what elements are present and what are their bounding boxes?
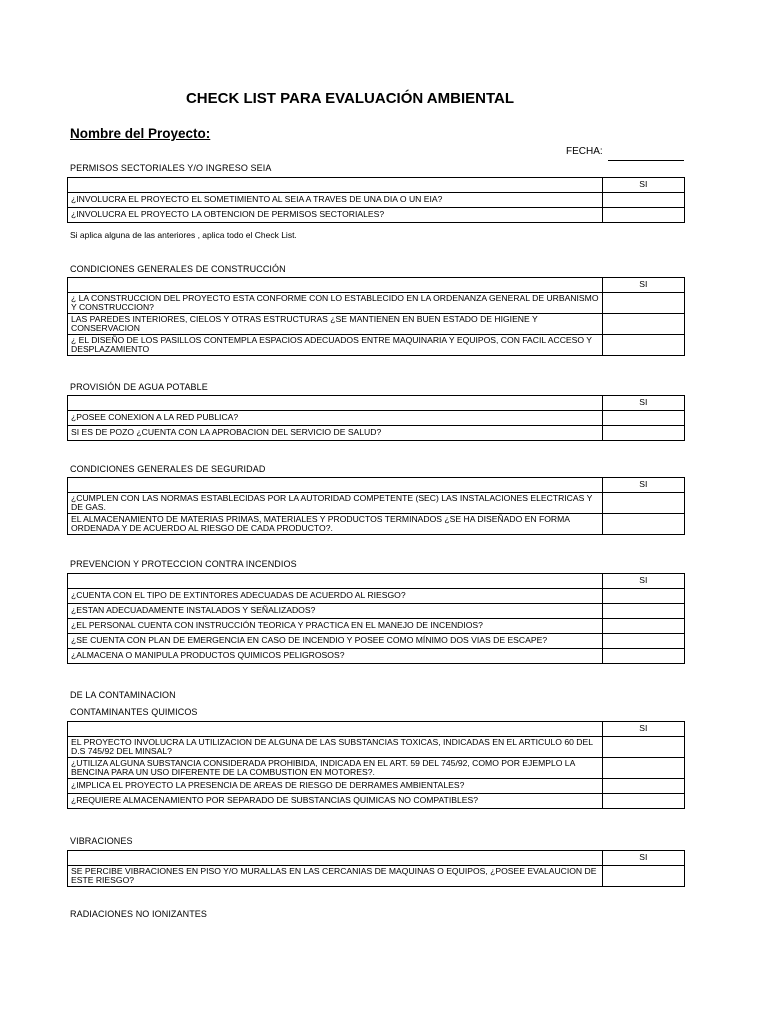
table-row: ¿ALMACENA O MANIPULA PRODUCTOS QUIMICOS PELIGROSOS? (68, 649, 685, 664)
section-note: Si aplica alguna de las anteriores , aplica todo el Check List. (70, 230, 297, 240)
table-row: ¿IMPLICA EL PROYECTO LA PRESENCIA DE AREAS DE RIESGO DE DERRAMES AMBIENTALES? (68, 779, 685, 794)
si-header: SI (602, 396, 684, 411)
section-heading-incendios: PREVENCION Y PROTECCION CONTRA INCENDIOS (70, 559, 297, 569)
table-row: ¿EL PERSONAL CUENTA CON INSTRUCCIÓN TEORICA Y PRACTICA EN EL MANEJO DE INCENDIOS? (68, 619, 685, 634)
project-name-label: Nombre del Proyecto: (70, 126, 211, 141)
table-row: ¿ LA CONSTRUCCION DEL PROYECTO ESTA CONFORME CON LO ESTABLECIDO EN LA ORDENANZA GENERAL DE URBANISMO Y CONSTRUCCION? (68, 293, 685, 314)
si-cell[interactable] (602, 411, 684, 426)
section-heading-permisos: PERMISOS SECTORIALES Y/O INGRESO SEIA (70, 163, 272, 173)
si-cell[interactable] (602, 619, 684, 634)
section-heading-vibraciones: VIBRACIONES (70, 836, 133, 846)
checklist-table-agua (67, 395, 685, 441)
table-row: LAS PAREDES INTERIORES, CIELOS Y OTRAS ESTRUCTURAS ¿SE MANTIENEN EN BUEN ESTADO DE HIGIENE Y CONSERVACION (68, 314, 685, 335)
date-label: FECHA: (566, 146, 603, 157)
checklist-table-incendios (67, 573, 685, 664)
si-cell[interactable] (602, 758, 684, 779)
table-row: EL ALMACENAMIENTO DE MATERIAS PRIMAS, MATERIALES Y PRODUCTOS TERMINADOS ¿SE HA DISEÑADO EN FORMA ORDENADA Y DE ACUERDO AL RIESGO DE CADA PRODUCTO?. (68, 514, 685, 535)
checklist-table-vibraciones (67, 850, 685, 887)
si-header: SI (602, 722, 684, 737)
si-cell[interactable] (602, 589, 684, 604)
table-row: ¿POSEE CONEXION A LA RED PUBLICA? (68, 411, 685, 426)
table-row: ¿REQUIERE ALMACENAMIENTO POR SEPARADO DE SUBSTANCIAS QUIMICAS NO COMPATIBLES? (68, 794, 685, 809)
table-row: ¿SE CUENTA CON PLAN DE EMERGENCIA EN CASO DE INCENDIO Y POSEE COMO MÍNIMO DOS VIAS DE ESCAPE? (68, 634, 685, 649)
table-row: ¿ EL DISEÑO DE LOS PASILLOS CONTEMPLA ESPACIOS ADECUADOS ENTRE MAQUINARIA Y EQUIPOS, CON FACIL ACCESO Y DESPLAZAMIENTO (68, 335, 685, 356)
si-header: SI (602, 574, 684, 589)
table-row: ¿INVOLUCRA EL PROYECTO EL SOMETIMIENTO AL SEIA A TRAVES DE UNA DIA O UN EIA? (68, 193, 685, 208)
si-cell[interactable] (602, 634, 684, 649)
si-header: SI (602, 278, 684, 293)
si-cell[interactable] (602, 514, 684, 535)
si-header: SI (602, 178, 684, 193)
checklist-table-construccion (67, 277, 685, 356)
section-heading-seguridad: CONDICIONES GENERALES DE SEGURIDAD (70, 464, 266, 474)
si-cell[interactable] (602, 314, 684, 335)
section-heading-agua: PROVISIÓN DE AGUA POTABLE (70, 382, 208, 392)
table-row: ¿CUENTA CON EL TIPO DE EXTINTORES ADECUADAS DE ACUERDO AL RIESGO? (68, 589, 685, 604)
si-cell[interactable] (602, 208, 684, 223)
section-heading-contaminacion: DE LA CONTAMINACION (70, 690, 176, 700)
si-cell[interactable] (602, 604, 684, 619)
si-header: SI (602, 851, 684, 866)
si-cell[interactable] (602, 493, 684, 514)
si-cell[interactable] (602, 779, 684, 794)
table-row: ¿INVOLUCRA EL PROYECTO LA OBTENCION DE PERMISOS SECTORIALES? (68, 208, 685, 223)
si-cell[interactable] (602, 737, 684, 758)
si-cell[interactable] (602, 794, 684, 809)
si-cell[interactable] (602, 649, 684, 664)
table-row: SI ES DE POZO ¿CUENTA CON LA APROBACION DEL SERVICIO DE SALUD? (68, 426, 685, 441)
si-header: SI (602, 478, 684, 493)
si-cell[interactable] (602, 866, 684, 887)
section-subheading-quimicos: CONTAMINANTES QUIMICOS (70, 707, 198, 717)
si-cell[interactable] (602, 193, 684, 208)
table-row: ¿CUMPLEN CON LAS NORMAS ESTABLECIDAS POR LA AUTORIDAD COMPETENTE (SEC) LAS INSTALACIONES ELECTRICAS Y DE GAS. (68, 493, 685, 514)
table-row: ¿UTILIZA ALGUNA SUBSTANCIA CONSIDERADA PROHIBIDA, INDICADA EN EL ART. 59 DEL 745/92, COMO POR EJEMPLO LA BENCINA PARA UN USO DIFERENTE DE LA COMBUSTION EN MOTORES?. (68, 758, 685, 779)
si-cell[interactable] (602, 293, 684, 314)
table-row: SE PERCIBE VIBRACIONES EN PISO Y/O MURALLAS EN LAS CERCANIAS DE MAQUINAS O EQUIPOS, ¿POSEE EVALAUCION DE ESTE RIESGO? (68, 866, 685, 887)
document-title: CHECK LIST PARA EVALUACIÓN AMBIENTAL (185, 90, 515, 107)
section-heading-construccion: CONDICIONES GENERALES DE CONSTRUCCIÓN (70, 264, 286, 274)
checklist-table-quimicos (67, 721, 685, 809)
si-cell[interactable] (602, 426, 684, 441)
table-row: EL PROYECTO INVOLUCRA LA UTILIZACION DE ALGUNA DE LAS SUBSTANCIAS TOXICAS, INDICADAS EN EL ARTICULO 60 DEL D.S 745/92 DEL MINSAL? (68, 737, 685, 758)
checklist-table-permisos (67, 177, 685, 223)
section-heading-radiaciones: RADIACIONES NO IONIZANTES (70, 909, 208, 919)
si-cell[interactable] (602, 335, 684, 356)
table-row: ¿ESTAN ADECUADAMENTE INSTALADOS Y SEÑALIZADOS? (68, 604, 685, 619)
checklist-table-seguridad (67, 477, 685, 535)
date-field-line[interactable] (608, 160, 684, 161)
